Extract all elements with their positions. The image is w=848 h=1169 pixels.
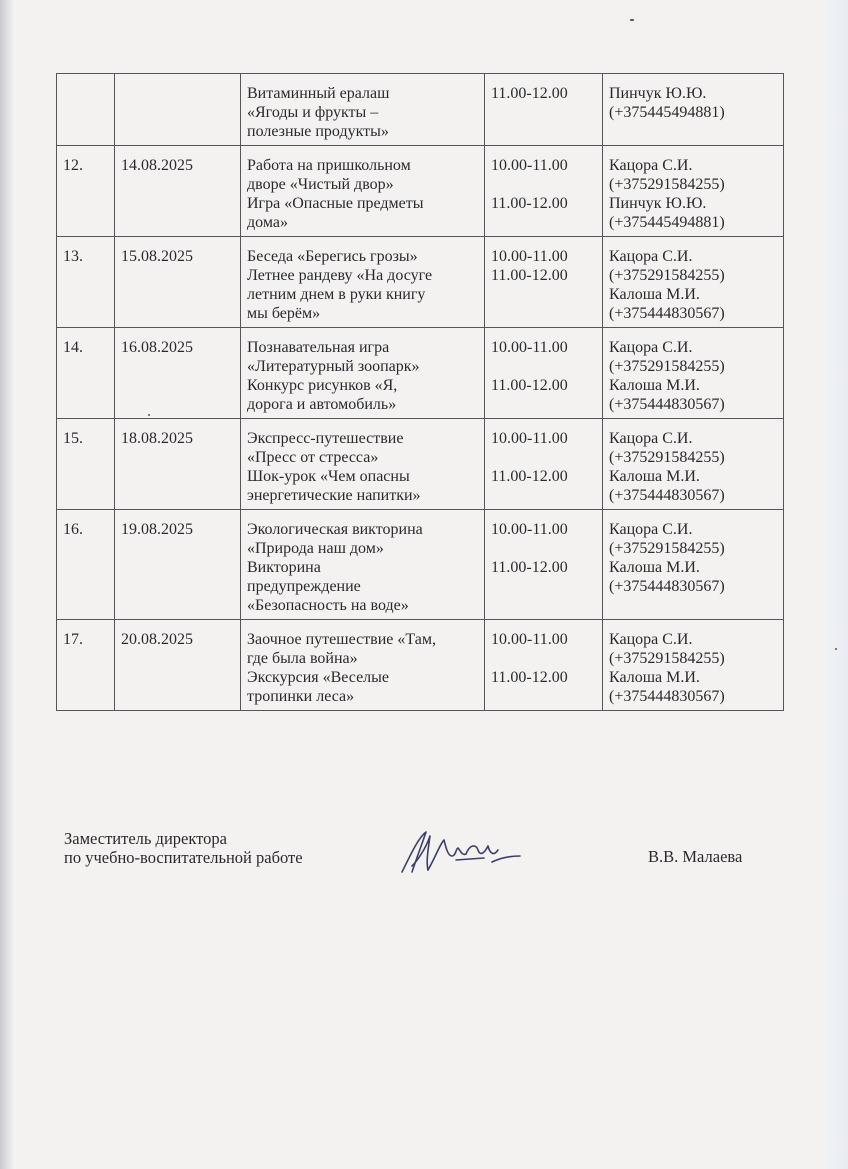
responsible-phone: (+375291584255) bbox=[609, 650, 725, 667]
time-spacer bbox=[491, 448, 598, 467]
schedule-row bbox=[57, 74, 784, 146]
time-slot: 10.00-11.00 bbox=[491, 157, 568, 174]
activity-text: Заочное путешествие «Там, где была война» Экскурсия «Веселые тропинки леса» bbox=[247, 631, 436, 705]
signature-position bbox=[64, 829, 303, 867]
responsible-name: Калоша М.И. bbox=[609, 377, 700, 394]
event-date: 18.08.2025 bbox=[121, 430, 193, 447]
responsible-name: Калоша М.И. bbox=[609, 468, 700, 485]
row-number-cell bbox=[57, 510, 115, 620]
responsible-phone: (+375291584255) bbox=[609, 267, 725, 284]
schedule-row bbox=[57, 620, 784, 711]
activity-cell bbox=[241, 620, 485, 711]
time-cell bbox=[485, 510, 603, 620]
responsible-name: Калоша М.И. bbox=[609, 559, 700, 576]
responsible-phone: (+375444830567) bbox=[609, 688, 725, 705]
responsible-cell bbox=[603, 74, 784, 146]
responsible-cell bbox=[603, 419, 784, 510]
time-spacer bbox=[491, 175, 598, 194]
activity-text: Экологическая викторина «Природа наш дом» Викторина предупреждение «Безопасность на воде» bbox=[247, 521, 423, 614]
row-number-cell bbox=[57, 419, 115, 510]
time-cell bbox=[485, 328, 603, 419]
activity-text: Беседа «Берегись грозы» Летнее рандеву «На досуге летним днем в руки книгу мы берём» bbox=[247, 248, 433, 322]
row-number: 16. bbox=[63, 521, 83, 538]
responsible-phone: (+375444830567) bbox=[609, 487, 725, 504]
activity-cell bbox=[241, 237, 485, 328]
time-slot: 11.00-12.00 bbox=[491, 195, 568, 212]
responsible-phone: (+375444830567) bbox=[609, 396, 725, 413]
handwritten-signature bbox=[396, 826, 526, 886]
responsible-name: Кацора С.И. bbox=[609, 430, 693, 447]
time-spacer bbox=[491, 357, 598, 376]
schedule-body bbox=[57, 74, 784, 711]
responsible-cell bbox=[603, 620, 784, 711]
time-spacer bbox=[491, 649, 598, 668]
date-cell bbox=[115, 419, 241, 510]
responsible-phone: (+375445494881) bbox=[609, 104, 725, 121]
row-number: 17. bbox=[63, 631, 83, 648]
date-cell bbox=[115, 146, 241, 237]
schedule-row bbox=[57, 510, 784, 620]
time-cell bbox=[485, 146, 603, 237]
time-spacer bbox=[491, 539, 598, 558]
responsible-name: Кацора С.И. bbox=[609, 339, 693, 356]
scan-speck bbox=[630, 19, 634, 21]
activity-text: Работа на пришкольном дворе «Чистый двор» Игра «Опасные предметы дома» bbox=[247, 157, 424, 231]
schedule-row bbox=[57, 146, 784, 237]
time-slot: 10.00-11.00 bbox=[491, 339, 568, 356]
time-cell bbox=[485, 74, 603, 146]
responsible-name: Пинчук Ю.Ю. bbox=[609, 195, 707, 212]
responsible-name: Кацора С.И. bbox=[609, 157, 693, 174]
activity-cell bbox=[241, 74, 485, 146]
responsible-cell bbox=[603, 237, 784, 328]
schedule-row bbox=[57, 237, 784, 328]
activity-text: Витаминный ералаш «Ягоды и фрукты – полезные продукты» bbox=[247, 85, 390, 140]
scan-shadow-right bbox=[822, 0, 848, 1169]
time-cell bbox=[485, 419, 603, 510]
responsible-name: Пинчук Ю.Ю. bbox=[609, 85, 707, 102]
date-cell bbox=[115, 620, 241, 711]
date-cell bbox=[115, 74, 241, 146]
row-number-cell bbox=[57, 146, 115, 237]
row-number: 15. bbox=[63, 430, 83, 447]
date-cell bbox=[115, 510, 241, 620]
event-date: 16.08.2025 bbox=[121, 339, 193, 356]
time-slot: 11.00-12.00 bbox=[491, 468, 568, 485]
row-number: 12. bbox=[63, 157, 83, 174]
activity-cell bbox=[241, 328, 485, 419]
event-date: 19.08.2025 bbox=[121, 521, 193, 538]
responsible-phone: (+375291584255) bbox=[609, 540, 725, 557]
responsible-phone: (+375445494881) bbox=[609, 214, 725, 231]
row-number: 13. bbox=[63, 248, 83, 265]
activity-text: Познавательная игра «Литературный зоопарк» Конкурс рисунков «Я, дорога и автомобиль» bbox=[247, 339, 420, 413]
position-line-2: по учебно-воспитательной работе bbox=[64, 848, 303, 867]
responsible-name: Кацора С.И. bbox=[609, 248, 693, 265]
row-number: 14. bbox=[63, 339, 83, 356]
responsible-phone: (+375444830567) bbox=[609, 578, 725, 595]
responsible-name: Калоша М.И. bbox=[609, 669, 700, 686]
time-slot: 11.00-12.00 bbox=[491, 267, 568, 284]
responsible-name: Кацора С.И. bbox=[609, 631, 693, 648]
time-slot: 11.00-12.00 bbox=[491, 669, 568, 686]
schedule-row bbox=[57, 328, 784, 419]
time-slot: 10.00-11.00 bbox=[491, 430, 568, 447]
time-slot: 10.00-11.00 bbox=[491, 631, 568, 648]
responsible-phone: (+375291584255) bbox=[609, 449, 725, 466]
date-cell bbox=[115, 237, 241, 328]
scan-speck bbox=[148, 414, 150, 416]
time-slot: 11.00-12.00 bbox=[491, 559, 568, 576]
time-slot: 11.00-12.00 bbox=[491, 377, 568, 394]
responsible-name: Кацора С.И. bbox=[609, 521, 693, 538]
row-number-cell bbox=[57, 328, 115, 419]
responsible-cell bbox=[603, 510, 784, 620]
event-schedule-table bbox=[56, 73, 784, 711]
event-date: 14.08.2025 bbox=[121, 157, 193, 174]
row-number-cell bbox=[57, 74, 115, 146]
event-date: 15.08.2025 bbox=[121, 248, 193, 265]
activity-text: Экспресс-путешествие «Пресс от стресса» Шок-урок «Чем опасны энергетические напитки» bbox=[247, 430, 421, 504]
responsible-phone: (+375291584255) bbox=[609, 176, 725, 193]
responsible-phone: (+375444830567) bbox=[609, 305, 725, 322]
responsible-phone: (+375291584255) bbox=[609, 358, 725, 375]
responsible-cell bbox=[603, 146, 784, 237]
activity-cell bbox=[241, 419, 485, 510]
responsible-cell bbox=[603, 328, 784, 419]
row-number-cell bbox=[57, 620, 115, 711]
time-slot: 11.00-12.00 bbox=[491, 85, 568, 102]
responsible-name: Калоша М.И. bbox=[609, 286, 700, 303]
scan-shadow-left bbox=[0, 0, 14, 1169]
time-slot: 10.00-11.00 bbox=[491, 521, 568, 538]
row-number-cell bbox=[57, 237, 115, 328]
time-slot: 10.00-11.00 bbox=[491, 248, 568, 265]
time-cell bbox=[485, 237, 603, 328]
activity-cell bbox=[241, 146, 485, 237]
date-cell bbox=[115, 328, 241, 419]
position-line-1: Заместитель директора bbox=[64, 829, 227, 848]
schedule-row bbox=[57, 419, 784, 510]
signer-name: В.В. Малаева bbox=[648, 847, 743, 866]
event-date: 20.08.2025 bbox=[121, 631, 193, 648]
activity-cell bbox=[241, 510, 485, 620]
scan-speck bbox=[835, 648, 837, 650]
time-cell bbox=[485, 620, 603, 711]
